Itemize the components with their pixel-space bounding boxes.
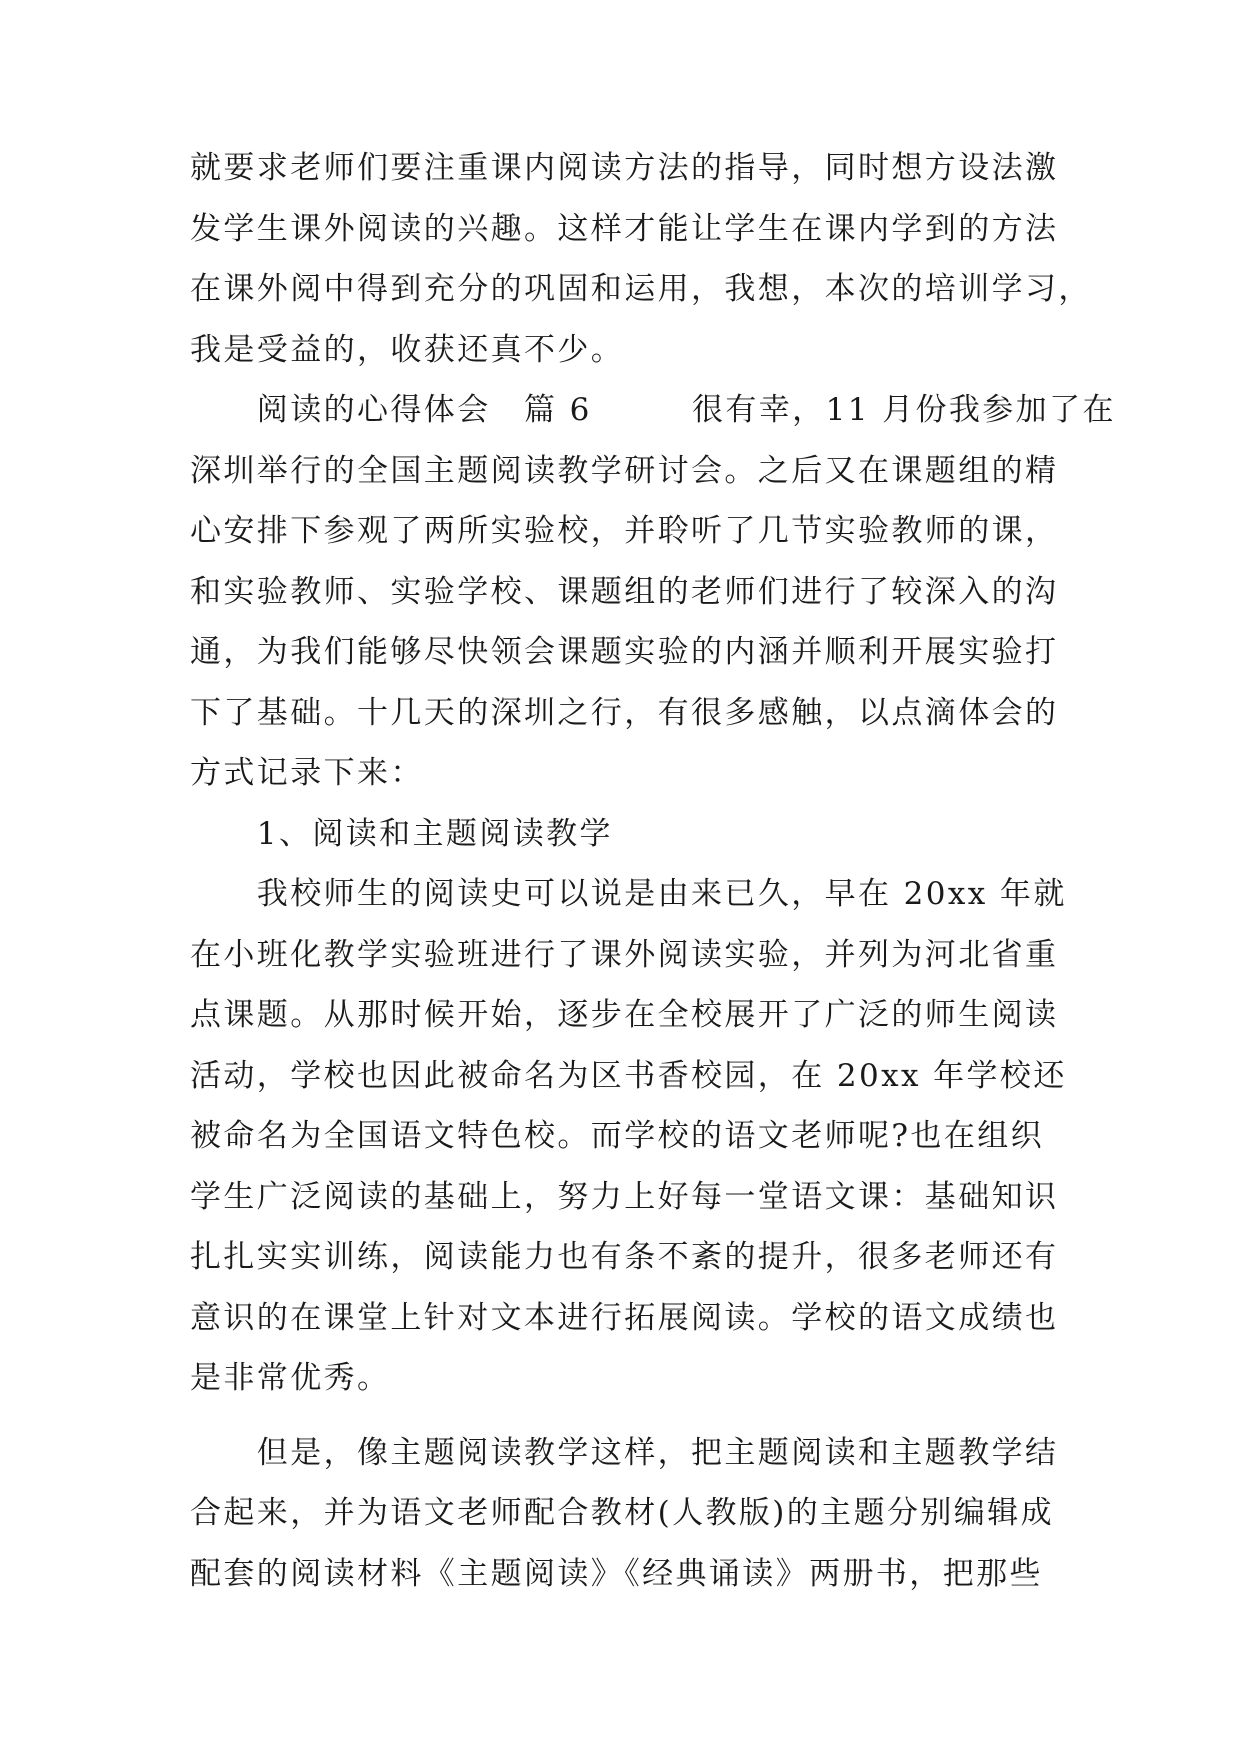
text-line: 和实验教师、实验学校、课题组的老师们进行了较深入的沟 — [190, 573, 1059, 610]
text-line: 扎扎实实训练，阅读能力也有条不紊的提升，很多老师还有 — [190, 1239, 1059, 1275]
subheading-line: 1、阅读和主题阅读教学 — [190, 815, 613, 852]
text-line: 我是受益的，收获还真不少。 — [190, 331, 625, 368]
text-line: 方式记录下来： — [190, 755, 424, 791]
text-line: 在小班化教学实验班进行了课外阅读实验，并列为河北省重 — [190, 936, 1059, 973]
text-line: 是非常优秀。 — [190, 1360, 391, 1396]
text-line: 就要求老师们要注重课内阅读方法的指导，同时想方设法激 — [190, 150, 1059, 186]
text-line: 深圳举行的全国主题阅读教学研讨会。之后又在课题组的精 — [190, 452, 1059, 489]
document-body — [190, 138, 1116, 1604]
text-line: 在课外阅中得到充分的巩固和运用，我想，本次的培训学习， — [190, 271, 1092, 307]
text-line: 活动，学校也因此被命名为区书香校园，在 20xx 年学校还 — [190, 1057, 1067, 1094]
text-line: 通，为我们能够尽快领会课题实验的内涵并顺利开展实验打 — [190, 634, 1059, 670]
text-line: 意识的在课堂上针对文本进行拓展阅读。学校的语文成绩也 — [190, 1299, 1059, 1336]
paragraph-gap — [190, 1409, 1052, 1423]
text-line: 但是，像主题阅读教学这样，把主题阅读和主题教学结 — [190, 1434, 1059, 1471]
section-heading-line: 阅读的心得体会 篇 6 很有幸，11 月份我参加了在 — [190, 392, 1116, 428]
text-line: 合起来，并为语文老师配合教材(人教版)的主题分别编辑成 — [190, 1495, 1054, 1531]
text-line: 点课题。从那时候开始，逐步在全校展开了广泛的师生阅读 — [190, 997, 1059, 1033]
text-line: 我校师生的阅读史可以说是由来已久，早在 20xx 年就 — [190, 876, 1067, 912]
text-line: 发学生课外阅读的兴趣。这样才能让学生在课内学到的方法 — [190, 210, 1059, 247]
text-line: 学生广泛阅读的基础上，努力上好每一堂语文课：基础知识 — [190, 1178, 1059, 1215]
text-line: 下了基础。十几天的深圳之行，有很多感触，以点滴体会的 — [190, 694, 1059, 731]
text-line: 配套的阅读材料《主题阅读》《经典诵读》两册书，把那些 — [190, 1555, 1043, 1592]
text-line: 被命名为全国语文特色校。而学校的语文老师呢?也在组织 — [190, 1118, 1045, 1154]
text-line: 心安排下参观了两所实验校，并聆听了几节实验教师的课， — [190, 513, 1059, 549]
